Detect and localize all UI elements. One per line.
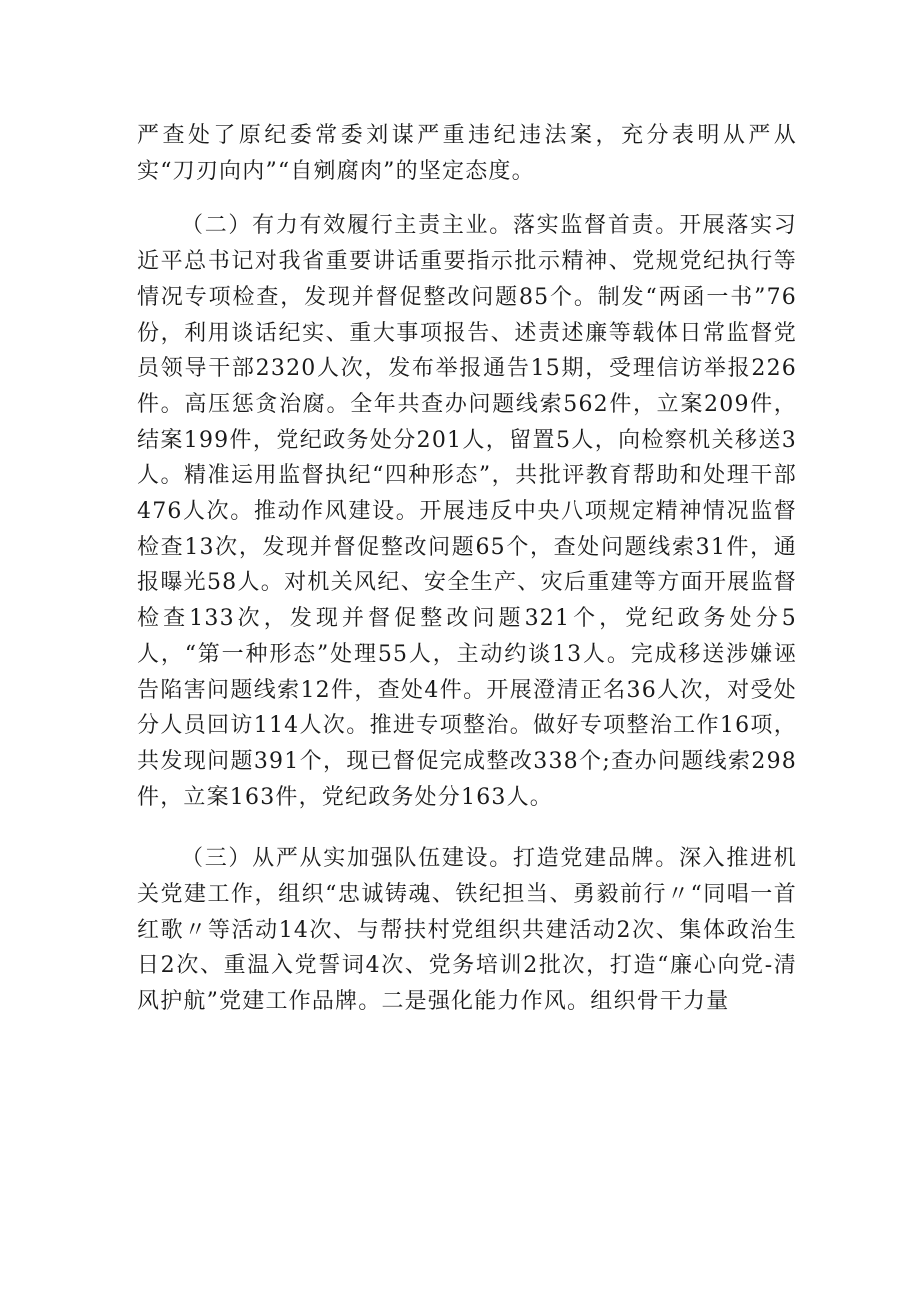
document-body	[137, 118, 797, 1020]
paragraph-section-three: （三）从严从实加强队伍建设。打造党建品牌。深入推进机关党建工作，组织“忠诚铸魂、铁纪担当、勇毅前行〃“同唱一首红歌〃等活动14次、与帮扶村党组织共建活动2次、集体政治生日2次、重温入党誓词4次、党务培训2批次，打造“廉心向党-清风护航”党建工作品牌。二是强化能力作风。组织骨干力量	[137, 846, 797, 1015]
paragraph-continuation: 严查处了原纪委常委刘谋严重违纪违法案，充分表明从严从实“刀刃向内”“自剜腐肉”的坚定态度。	[137, 123, 797, 184]
paragraph-section-two: （二）有力有效履行主责主业。落实监督首责。开展落实习近平总书记对我省重要讲话重要指示批示精神、党规党纪执行等情况专项检查，发现并督促整改问题85个。制发“两函一书”76份，利用谈话纪实、重大事项报告、述责述廉等载体日常监督党员领导干部2320人次，发布举报通告15期，受理信访举报226件。高压惩贪治腐。全年共查办问题线索562件，立案209件，结案199件，党纪政务处分201人，留置5人，向检察机关移送3人。精准运用监督执纪“四种形态”，共批评教育帮助和处理干部476人次。推动作风建设。开展违反中央八项规定精神情况监督检查13次，发现并督促整改问题65个，查处问题线索31件，通报曝光58人。对机关风纪、安全生产、灾后重建等方面开展监督检查133次，发现并督促整改问题321个，党纪政务处分5人，“第一种形态”处理55人，主动约谈13人。完成移送涉嫌诬告陷害问题线索12件，查处4件。开展澄清正名36人次，对受处分人员回访114人次。推进专项整治。做好专项整治工作16项，共发现问题391个，现已督促完成整改338个;查办问题线索298件，立案163件，党纪政务处分163人。	[137, 213, 797, 810]
